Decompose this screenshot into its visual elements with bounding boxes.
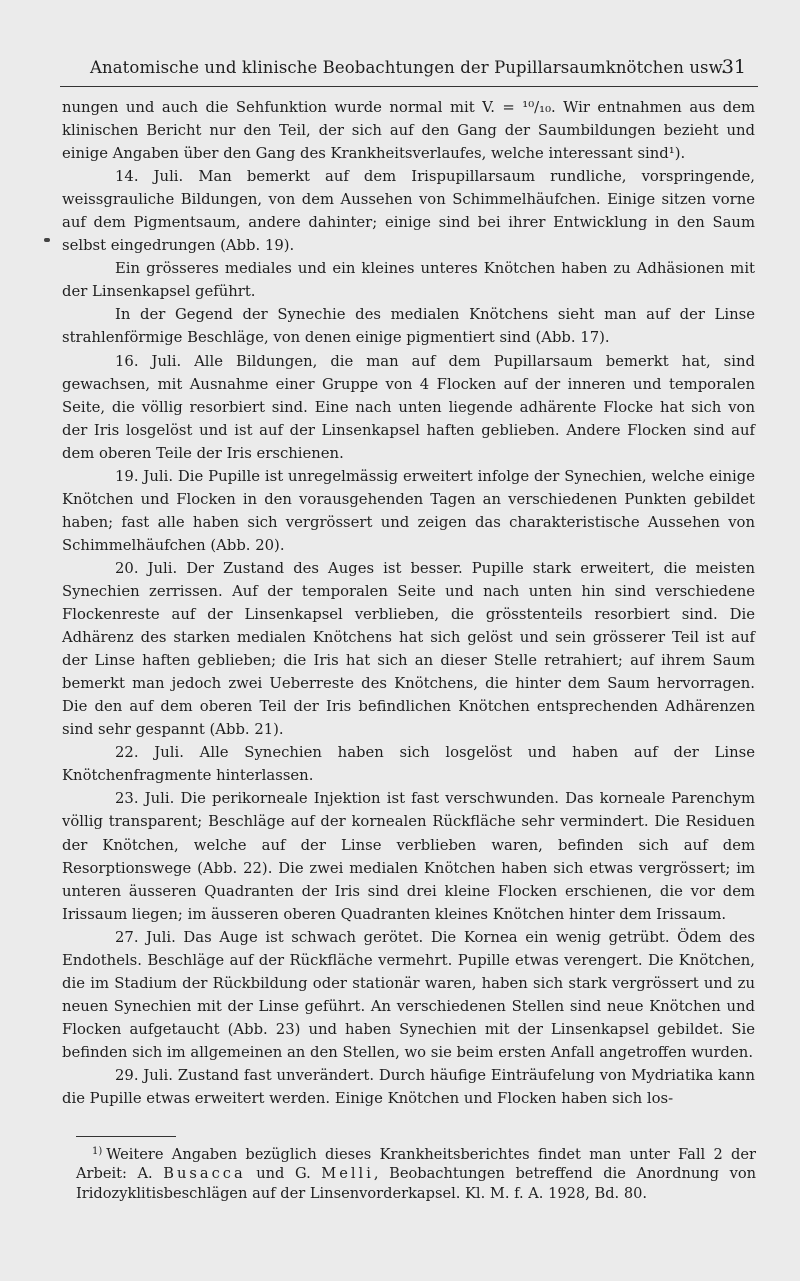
footnote-text	[76, 1142, 756, 1203]
paragraph-continuation: nungen und auch die Sehfunktion wurde normal mit V. = ¹⁰/₁₀. Wir entnahmen aus dem klinischen Bericht nur den Teil, der sich auf den Gang der Saumbildungen bezieht und einige Angaben über den Gang des Krankheitsverlaufes, welche interessant sind¹).	[62, 99, 755, 163]
running-header	[60, 56, 758, 87]
paragraph-synechie: In der Gegend der Synechie des medialen Knötchens sieht man auf der Linse strahlenförmige Beschläge, von denen einige pigmentiert sind (Abb. 17).	[62, 306, 755, 347]
footnote-author-melli: Melli	[321, 1165, 374, 1183]
body-text	[62, 96, 755, 1110]
paragraph-16-juli: 16. Juli. Alle Bildungen, die man auf dem Pupillarsaum bemerkt hat, sind gewachsen, mit Ausnahme einer Gruppe von 4 Flocken auf der inneren und temporalen Seite, die völlig resorbiert sind. Eine nach unten liegende adhärente Flocke hat sich von der Iris losgelöst und ist auf der Linsenkapsel haften geblieben. Andere Flocken sind auf dem oberen Teile der Iris erschienen.	[62, 352, 755, 462]
paragraph-29-juli: 29. Juli. Zustand fast unverändert. Durch häufige Einträufelung von Mydriatika kann die Pupille etwas erweitert werden. Einige Knötchen und Flocken haben sich los-	[62, 1066, 755, 1108]
footnote-author-busacca: Busacca	[163, 1165, 246, 1183]
footnote-rule	[76, 1136, 176, 1137]
footnote	[76, 1142, 756, 1203]
paragraph-adhaesionen: Ein grösseres mediales und ein kleines unteres Knötchen haben zu Adhäsionen mit der Linsenkapsel geführt.	[62, 260, 755, 301]
ink-blot-mark	[44, 238, 50, 242]
footnote-text-before: Weitere Angaben bezüglich dieses Krankheitsberichtes findet man unter Fall 2 der Arbeit: A.	[76, 1146, 756, 1183]
page-number: 31	[721, 56, 746, 78]
running-title: Anatomische und klinische Beobachtungen der Pupillarsaumknötchen usw.	[90, 58, 727, 77]
paragraph-20-juli: 20. Juli. Der Zustand des Auges ist besser. Pupille stark erweitert, die meisten Synechien zerrissen. Auf der temporalen Seite und nach unten hin sind verschiedene Flockenreste auf der Linsenkapsel verblieben, die grösstenteils resorbiert sind. Die Adhärenz des starken medialen Knötchens hat sich gelöst und sein grösserer Teil ist auf der Linse haften geblieben; die Iris hat sich an dieser Stelle retrahiert; auf ihrem Saum bemerkt man jedoch zwei Ueberreste des Knötchens, die hinter dem Saum hervorragen. Die den auf dem oberen Teil der Iris befindlichen Knötchen entsprechenden Adhärenzen sind sehr gespannt (Abb. 21).	[62, 559, 755, 739]
footnote-text-after: , Beobachtungen betreffend die Anordnung von Iridozyklitisbeschlägen auf der Linsenvorderkapsel. Kl. M. f. A. 1928, Bd. 80.	[76, 1165, 757, 1202]
paragraph-22-juli: 22. Juli. Alle Synechien haben sich losgelöst und haben auf der Linse Knötchenfragmente hinterlassen.	[62, 744, 755, 785]
paragraph-23-juli: 23. Juli. Die perikorneale Injektion ist fast verschwunden. Das korneale Parenchym völlig transparent; Beschläge auf der kornealen Rückfläche sehr vermindert. Die Residuen der Knötchen, welche auf der Linse verblieben waren, befinden sich auf dem Resorptionswege (Abb. 22). Die zwei medialen Knötchen haben sich etwas vergrössert; im unteren äusseren Quadranten der Iris sind drei kleine Flocken erschienen, die vor dem Irissaum liegen; im äusseren oberen Quadranten kleines Knötchen hinter dem Irissaum.	[62, 790, 755, 923]
paragraph-19-juli: 19. Juli. Die Pupille ist unregelmässig erweitert infolge der Synechien, welche einige Knötchen und Flocken in den vorausgehenden Tagen an verschiedenen Punkten gebildet haben; fast alle haben sich vergrössert und zeigen das charakteristische Aussehen von Schimmelhäufchen (Abb. 20).	[62, 467, 755, 554]
paragraph-14-juli: 14. Juli. Man bemerkt auf dem Irispupillarsaum rundliche, vorspringende, weissgrauliche Bildungen, von dem Aussehen von Schimmelhäufchen. Einige sitzen vorne auf dem Pigmentsaum, andere dahinter; einige sind bei ihrer Entwicklung in den Saum selbst eingedrungen (Abb. 19).	[62, 168, 755, 255]
footnote-text-between: und G.	[256, 1165, 311, 1183]
footnote-marker: 1)	[92, 1146, 103, 1157]
paragraph-27-juli: 27. Juli. Das Auge ist schwach gerötet. Die Kornea ein wenig getrübt. Ödem des Endothels. Beschläge auf der Rückfläche vermehrt. Pupille etwas verengert. Die Knötchen, die im Stadium der Rückbildung oder stationär waren, haben sich stark vergrössert und zu neuen Synechien mit der Linse geführt. An verschiedenen Stellen sind neue Knötchen und Flocken aufgetaucht (Abb. 23) und haben Synechien mit der Linsenkapsel gebildet. Sie befinden sich im allgemeinen an den Stellen, wo sie beim ersten Anfall angetroffen wurden.	[62, 928, 755, 1061]
